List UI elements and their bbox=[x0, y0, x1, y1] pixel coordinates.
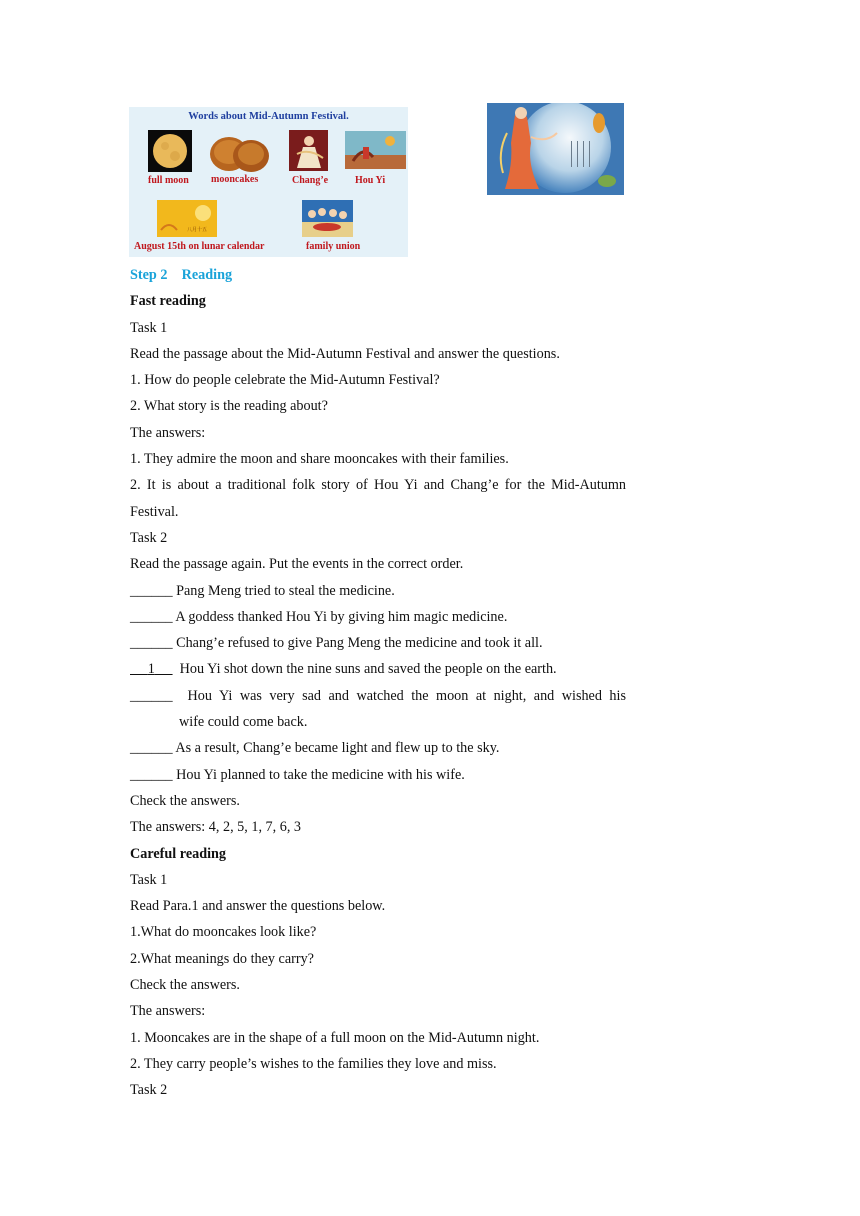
event-text: A goddess thanked Hou Yi by giving him magic medicine. bbox=[175, 608, 508, 625]
event-change-flew bbox=[130, 735, 626, 761]
answer-blank[interactable]: ______ bbox=[130, 608, 173, 625]
label-mooncakes: mooncakes bbox=[211, 174, 259, 185]
event-goddess-medicine bbox=[130, 604, 626, 630]
filled-answer bbox=[130, 661, 173, 677]
event-hou-yi-sad bbox=[130, 683, 626, 709]
change-moon-picture bbox=[487, 103, 624, 195]
label-family-union: family union bbox=[306, 241, 361, 252]
step-number: Step 2 bbox=[130, 267, 168, 283]
event-pang-meng-steal bbox=[130, 578, 626, 604]
filled-answer-number: 1 bbox=[147, 661, 155, 678]
event-text: Hou Yi planned to take the medicine with his wife. bbox=[176, 766, 465, 783]
vocabulary-title: Words about Mid-Autumn Festival. bbox=[188, 111, 349, 122]
answer-blank[interactable]: ______ bbox=[130, 740, 173, 757]
question-1: 1. How do people celebrate the Mid-Autumn Festival? bbox=[130, 372, 440, 389]
careful-task-2-label: Task 2 bbox=[130, 1082, 168, 1099]
question-2: 2. What story is the reading about? bbox=[130, 398, 328, 415]
answers-label: The answers: bbox=[130, 424, 206, 441]
answer-blank[interactable]: ______ bbox=[130, 766, 173, 783]
answer-blank[interactable]: ______ bbox=[130, 635, 173, 652]
careful-task-1-label: Task 1 bbox=[130, 871, 168, 888]
check-answers: Check the answers. bbox=[130, 792, 240, 809]
event-text: As a result, Chang’e became light and flew up to the sky. bbox=[175, 740, 500, 757]
event-text: Hou Yi shot down the nine suns and saved the people on the earth. bbox=[179, 661, 557, 678]
task-1-label: Task 1 bbox=[130, 319, 168, 336]
task-1-instruction: Read the passage about the Mid-Autumn Festival and answer the questions. bbox=[130, 345, 560, 362]
task-2-label: Task 2 bbox=[130, 529, 168, 546]
family-union-picture bbox=[302, 200, 353, 237]
answer-2-line-2: Festival. bbox=[130, 503, 179, 520]
calendar-text: 八月十五 bbox=[187, 227, 208, 233]
label-full-moon: full moon bbox=[148, 175, 189, 186]
answer-1: 1. They admire the moon and share mooncakes with their families. bbox=[130, 451, 509, 468]
event-hou-yi-sad-continued: wife could come back. bbox=[179, 714, 308, 731]
step-heading bbox=[130, 262, 626, 288]
mooncakes-picture bbox=[208, 130, 270, 174]
event-hou-yi-planned bbox=[130, 762, 626, 788]
label-hou-yi: Hou Yi bbox=[355, 175, 386, 186]
label-change: Chang’e bbox=[292, 175, 329, 186]
event-text: Pang Meng tried to steal the medicine. bbox=[176, 582, 395, 599]
answer-blank[interactable]: ______ bbox=[130, 687, 173, 704]
careful-answer-2: 2. They carry people’s wishes to the families they love and miss. bbox=[130, 1055, 497, 1072]
step-title: Reading bbox=[181, 267, 233, 283]
careful-reading-heading: Careful reading bbox=[130, 845, 227, 862]
answer-blank[interactable]: ______ bbox=[130, 582, 173, 599]
task-2-answers: The answers: 4, 2, 5, 1, 7, 6, 3 bbox=[130, 819, 302, 836]
fast-reading-heading: Fast reading bbox=[130, 293, 206, 310]
change-picture bbox=[289, 130, 328, 171]
full-moon-picture bbox=[148, 130, 192, 172]
document-body bbox=[130, 262, 626, 1104]
vocabulary-image bbox=[129, 107, 408, 257]
event-hou-yi-shot-suns bbox=[130, 656, 626, 682]
careful-task-1-instruction: Read Para.1 and answer the questions below. bbox=[130, 898, 386, 915]
careful-question-2: 2.What meanings do they carry? bbox=[130, 950, 314, 967]
careful-answers-label: The answers: bbox=[130, 1003, 206, 1020]
event-change-refused bbox=[130, 630, 626, 656]
task-2-instruction: Read the passage again. Put the events in the correct order. bbox=[130, 556, 464, 573]
careful-question-1: 1.What do mooncakes look like? bbox=[130, 924, 317, 941]
careful-answer-1: 1. Mooncakes are in the shape of a full moon on the Mid-Autumn night. bbox=[130, 1029, 540, 1046]
answer-2-line-1: 2. It is about a traditional folk story of Hou Yi and Chang’e for the Mid-Autumn bbox=[130, 477, 626, 494]
event-text: Chang’e refused to give Pang Meng the medicine and took it all. bbox=[176, 635, 543, 652]
calendar-picture bbox=[157, 200, 217, 237]
hou-yi-picture bbox=[345, 131, 406, 169]
label-august-15th: August 15th on lunar calendar bbox=[134, 241, 265, 252]
careful-check-answers: Check the answers. bbox=[130, 977, 240, 994]
event-text: Hou Yi was very sad and watched the moon at night, and wished his bbox=[187, 687, 626, 704]
